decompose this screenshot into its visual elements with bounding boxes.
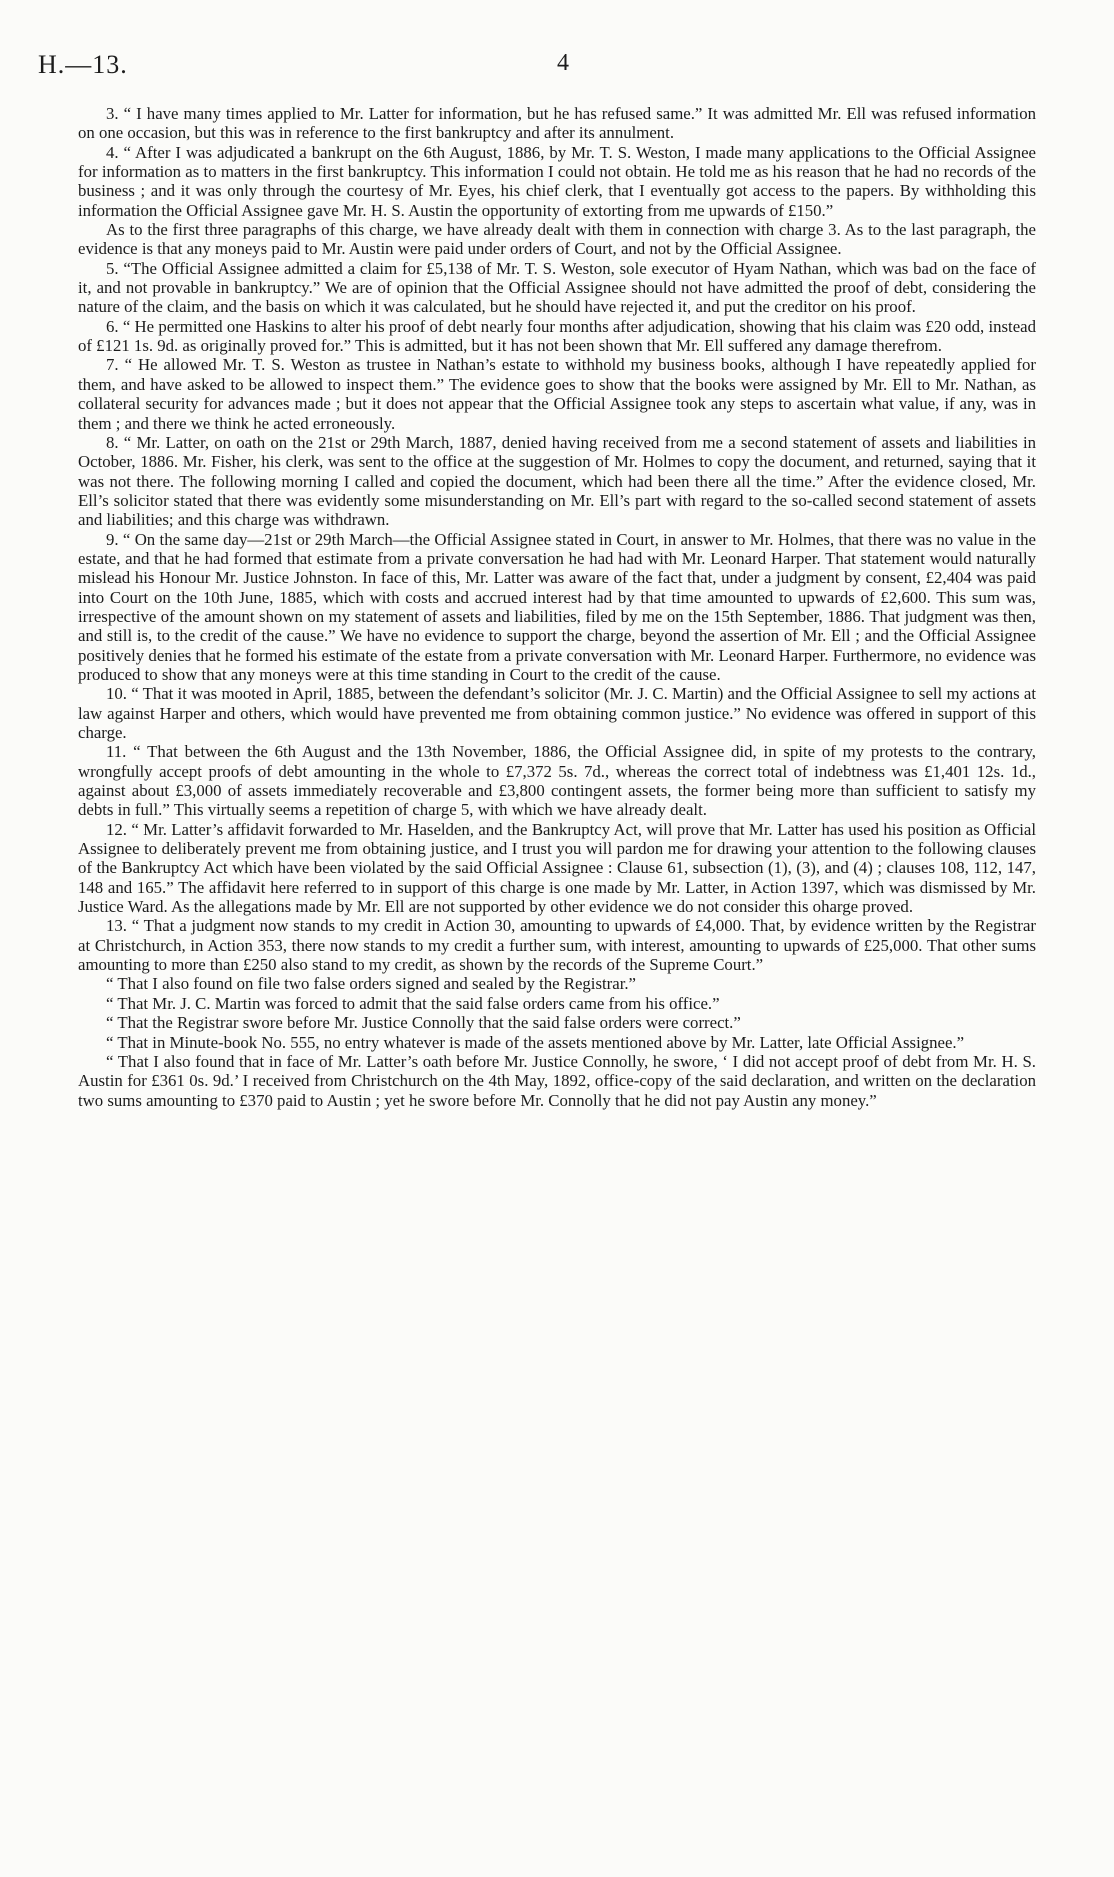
paragraph-charge-5: 5. “The Official Assignee admitted a claim for £5,138 of Mr. T. S. Weston, sole executor of Hyam Nathan, which was bad on the face of it, and not provable in bankruptcy.” We are of opinion that the Official Assignee should not have admitted the proof of debt, considering the nature of the claim, and the basis on which it was calculated, but he should have rejected it, and put the creditor on his proof.: [78, 258, 1036, 317]
page-number: 4: [557, 50, 569, 76]
paragraph-charge-4-finding: As to the first three paragraphs of this charge, we have already dealt with them in connection with charge 3. As to the last paragraph, the evidence is that any moneys paid to Mr. Austin were paid under orders of Court, and not by the Official Assignee.: [78, 220, 1036, 259]
paragraph-charge-6: 6. “ He permitted one Haskins to alter his proof of debt nearly four months after adjudication, showing that his claim was £20 odd, instead of £121 1s. 9d. as originally proved for.” This is admitted, but it has not been shown that Mr. Ell suffered any damage therefrom.: [78, 316, 1036, 356]
paragraph-charge-12: 12. “ Mr. Latter’s affidavit forwarded to Mr. Haselden, and the Bankruptcy Act, will prove that Mr. Latter has used his position as Official Assignee to deliberately prevent me from obtaining justice, and I trust you will pardon me for drawing your attention to the following clauses of the Bankruptcy Act which have been violated by the said Official Assignee : Clause 61, subsection (1), (3), and (4) ; clauses 108, 112, 147, 148 and 165.” The affidavit here referred to in support of this charge is one made by Mr. Latter, in Action 1397, which was dismissed by Mr. Justice Ward. As the allegations made by Mr. Ell are not supported by other evidence we do not consider this oharge proved.: [78, 819, 1036, 917]
paragraph-charge-7: 7. “ He allowed Mr. T. S. Weston as trustee in Nathan’s estate to withhold my business books, although I have repeatedly applied for them, and have asked to be allowed to inspect them.” The evidence goes to show that the books were assigned by Mr. Ell to Mr. Nathan, as collateral security for advances made ; but it does not appear that the Official Assignee took any steps to ascertain what value, if any, was in them ; and there we think he acted erroneously.: [78, 355, 1036, 433]
paragraph-minute-book: “ That in Minute-book No. 555, no entry whatever is made of the assets mentioned above by Mr. Latter, late Official Assignee.”: [106, 1032, 965, 1052]
paragraph-charge-8: 8. “ Mr. Latter, on oath on the 21st or 29th March, 1887, denied having received from me a second statement of assets and liabilities in October, 1886. Mr. Fisher, his clerk, was sent to the office at the suggestion of Mr. Holmes to copy the document, and returned, saying that it was not there. The following morning I called and copied the document, which had been there all the time.” After the evidence closed, Mr. Ell’s solicitor stated that there was evidently some misunderstanding on Mr. Ell’s part with regard to the so-called second statement of assets and liabilities; and this charge was withdrawn.: [78, 432, 1036, 530]
paragraph-charge-4: 4. “ After I was adjudicated a bankrupt on the 6th August, 1886, by Mr. T. S. Weston, I made many applications to the Official Assignee for information as to matters in the first bankruptcy. This information I could not obtain. He told me as his reason that he had no records of the business ; and it was only through the courtesy of Mr. Eyes, his chief clerk, that I eventually got access to the papers. By withholding this information the Official Assignee gave Mr. H. S. Austin the opportunity of extorting from me upwards of £150.”: [78, 142, 1036, 220]
paragraph-charge-9: 9. “ On the same day—21st or 29th March—the Official Assignee stated in Court, in answer to Mr. Holmes, that there was no value in the estate, and that he had formed that estimate from a private conversation he had had with Mr. Leonard Harper. That statement would naturally mislead his Honour Mr. Justice Johnston. In face of this, Mr. Latter was aware of the fact that, under a judgment by consent, £2,404 was paid into Court on the 10th June, 1885, which with costs and accrued interest had by that time amounted to upwards of £2,600. This sum was, irrespective of the amount shown on my statement of assets and liabilities, filed by me on the 15th September, 1886. That judgment was then, and still is, to the credit of the cause.” We have no evidence to support the charge, beyond the assertion of Mr. Ell ; and the Official Assignee positively denies that he formed his estimate of the estate from a private conversation with Mr. Leonard Harper. Furthermore, no evidence was produced to show that any moneys were at this time standing in Court to the credit of the cause.: [78, 529, 1036, 684]
paragraph-charge-10: 10. “ That it was mooted in April, 1885, between the defendant’s solicitor (Mr. J. C. Martin) and the Official Assignee to sell my actions at law against Harper and others, which would have prevented me from obtaining common justice.” No evidence was offered in support of this charge.: [78, 684, 1036, 742]
page-header: [38, 50, 1074, 84]
paragraph-charge-13: 13. “ That a judgment now stands to my credit in Action 30, amounting to upwards of £4,000. That, by evidence written by the Registrar at Christchurch, in Action 353, there now stands to my credit a further sum, with interest, amounting to upwards of £25,000. That other sums amounting to more than £250 also stand to my credit, as shown by the records of the Supreme Court.”: [78, 916, 1036, 975]
document-body: [78, 104, 1036, 1110]
paragraph-registrar-oath: “ That the Registrar swore before Mr. Justice Connolly that the said false orders were correct.”: [106, 1013, 741, 1033]
document-reference: H.—13.: [38, 50, 128, 79]
paragraph-martin-admission: “ That Mr. J. C. Martin was forced to admit that the said false orders came from his office.”: [106, 993, 720, 1013]
paragraph-austin-declaration: “ That I also found that in face of Mr. Latter’s oath before Mr. Justice Connolly, he swore, ‘ I did not accept proof of debt from Mr. H. S. Austin for £361 0s. 9d.’ I received from Christchurch on the 4th May, 1892, office-copy of the said declaration, and written on the declaration two sums amounting to £370 paid to Austin ; yet he swore before Mr. Connolly that he did not pay Austin any money.”: [78, 1051, 1036, 1110]
paragraph-false-orders: “ That I also found on file two false orders signed and sealed by the Registrar.”: [106, 974, 637, 994]
paragraph-charge-3: 3. “ I have many times applied to Mr. Latter for information, but he has refused same.” It was admitted Mr. Ell was refused information on one occasion, but this was in reference to the first bankruptcy and after its annulment.: [78, 104, 1036, 143]
paragraph-charge-11: 11. “ That between the 6th August and the 13th November, 1886, the Official Assignee did, in spite of my protests to the contrary, wrongfully accept proofs of debt amounting in the whole to £7,372 5s. 7d., whereas the correct total of indebtness was £1,401 12s. 1d., against about £3,000 of assets immediately recoverable and £3,800 contingent assets, the former being more than sufficient to satisfy my debts in full.” This virtually seems a repetition of charge 5, with which we have already dealt.: [78, 742, 1036, 820]
